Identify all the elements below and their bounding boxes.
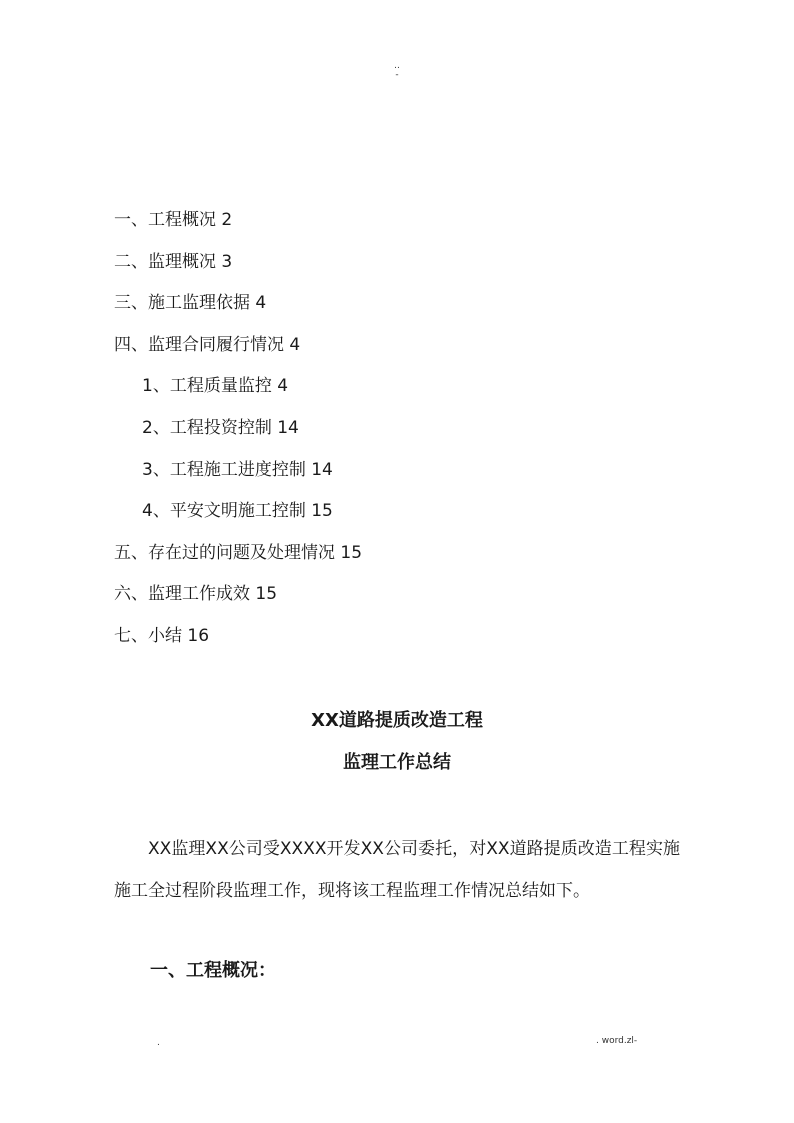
toc-item[interactable]: 六、监理工作成效 15 [114, 584, 278, 605]
toc-item[interactable]: 一、工程概况 2 [114, 210, 233, 230]
toc-subitem[interactable]: 4、平安文明施工控制 15 [142, 501, 333, 522]
table-of-contents [114, 200, 714, 658]
toc-item[interactable]: 三、施工监理依据 4 [114, 293, 267, 314]
toc-subitem[interactable]: 2、工程投资控制 14 [142, 417, 299, 438]
footer-left-mark: . [157, 1038, 160, 1048]
toc-item[interactable]: 二、监理概况 3 [114, 251, 233, 272]
page-header-mark: .. - [394, 61, 400, 80]
toc-subitem[interactable]: 1、工程质量监控 4 [142, 376, 289, 397]
toc-item[interactable]: 五、存在过的问题及处理情况 15 [114, 542, 363, 563]
footer-right-mark: . word.zl- [596, 1036, 638, 1046]
section-heading: 一、工程概况： [150, 960, 276, 981]
intro-paragraph: XX监理XX公司受XXXX开发XX公司委托，对XX道路提质改造工程实施施工全过程阶段监理工作，现将该工程监理工作情况总结如下。 [114, 839, 680, 901]
toc-subitem[interactable]: 3、工程施工进度控制 14 [142, 459, 333, 480]
toc-item[interactable]: 四、监理合同履行情况 4 [114, 334, 301, 355]
document-subtitle: 监理工作总结 [343, 752, 451, 773]
toc-item[interactable]: 七、小结 16 [114, 625, 210, 646]
document-title: XX道路提质改造工程 [311, 710, 483, 731]
